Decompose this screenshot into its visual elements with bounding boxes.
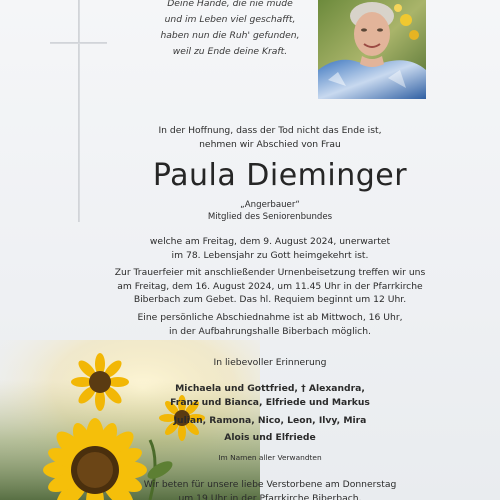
poem: [150, 0, 310, 60]
poem-line: und im Leben viel geschafft,: [164, 14, 296, 25]
intro-line: nehmen wir Abschied von Frau: [199, 139, 341, 150]
memory-heading: In liebevoller Erinnerung: [213, 357, 327, 368]
cross-icon-horizontal: [50, 42, 107, 44]
death-notice-line: im 78. Lebensjahr zu Gott heimgekehrt ist.: [171, 249, 369, 261]
family-line: Franz und Bianca, Elfriede und Markus: [170, 396, 370, 408]
membership: Mitglied des Seniorenbundes: [207, 212, 333, 222]
cross-icon-vertical: [78, 0, 80, 222]
deceased-name: Paula Dieminger: [152, 158, 408, 193]
siblings-list: Alois und Elfriede: [224, 432, 316, 443]
prayer-line: um 19 Uhr in der Pfarrkirche Biberbach.: [178, 492, 362, 500]
farewell-info: [110, 311, 430, 338]
prayer-line: Wir beten für unsere liebe Verstorbene am Donnerstag: [143, 479, 397, 490]
death-notice-line: welche am Freitag, dem 9. August 2024, unerwartet: [149, 236, 391, 247]
family-list: [110, 382, 430, 409]
poem-line: Deine Hände, die nie müde: [167, 0, 293, 9]
intro-line: In der Hoffnung, dass der Tod nicht das Ende ist,: [158, 125, 382, 136]
farewell-line: Eine persönliche Abschiednahme ist ab Mittwoch, 16 Uhr,: [137, 312, 403, 323]
poem-line: weil zu Ende deine Kraft.: [172, 46, 288, 57]
portrait-photo: [318, 0, 426, 99]
deceased-details: [110, 199, 430, 223]
relatives-note: Im Namen aller Verwandten: [218, 453, 322, 462]
poem-line: haben nun die Ruh' gefunden,: [160, 30, 300, 41]
funeral-line: am Freitag, dem 16. August 2024, um 11.45 Uhr in der Pfarrkirche: [117, 280, 423, 292]
portrait-image: [318, 0, 426, 99]
prayer-info: [110, 478, 430, 500]
death-notice: [110, 235, 430, 262]
funeral-line: Biberbach zum Gebet. Das hl. Requiem beginnt um 12 Uhr.: [133, 294, 407, 305]
family-line: Michaela und Gottfried, † Alexandra,: [175, 383, 365, 394]
funeral-info: [110, 266, 430, 307]
farewell-line: in der Aufbahrungshalle Biberbach möglich.: [169, 325, 371, 337]
intro-text: [110, 124, 430, 152]
nickname: „Angerbauer“: [240, 200, 300, 210]
grandchildren-list: Julian, Ramona, Nico, Leon, Ilvy, Mira: [173, 415, 367, 426]
funeral-line: Zur Trauerfeier mit anschließender Urnenbeisetzung treffen wir uns: [114, 267, 426, 278]
